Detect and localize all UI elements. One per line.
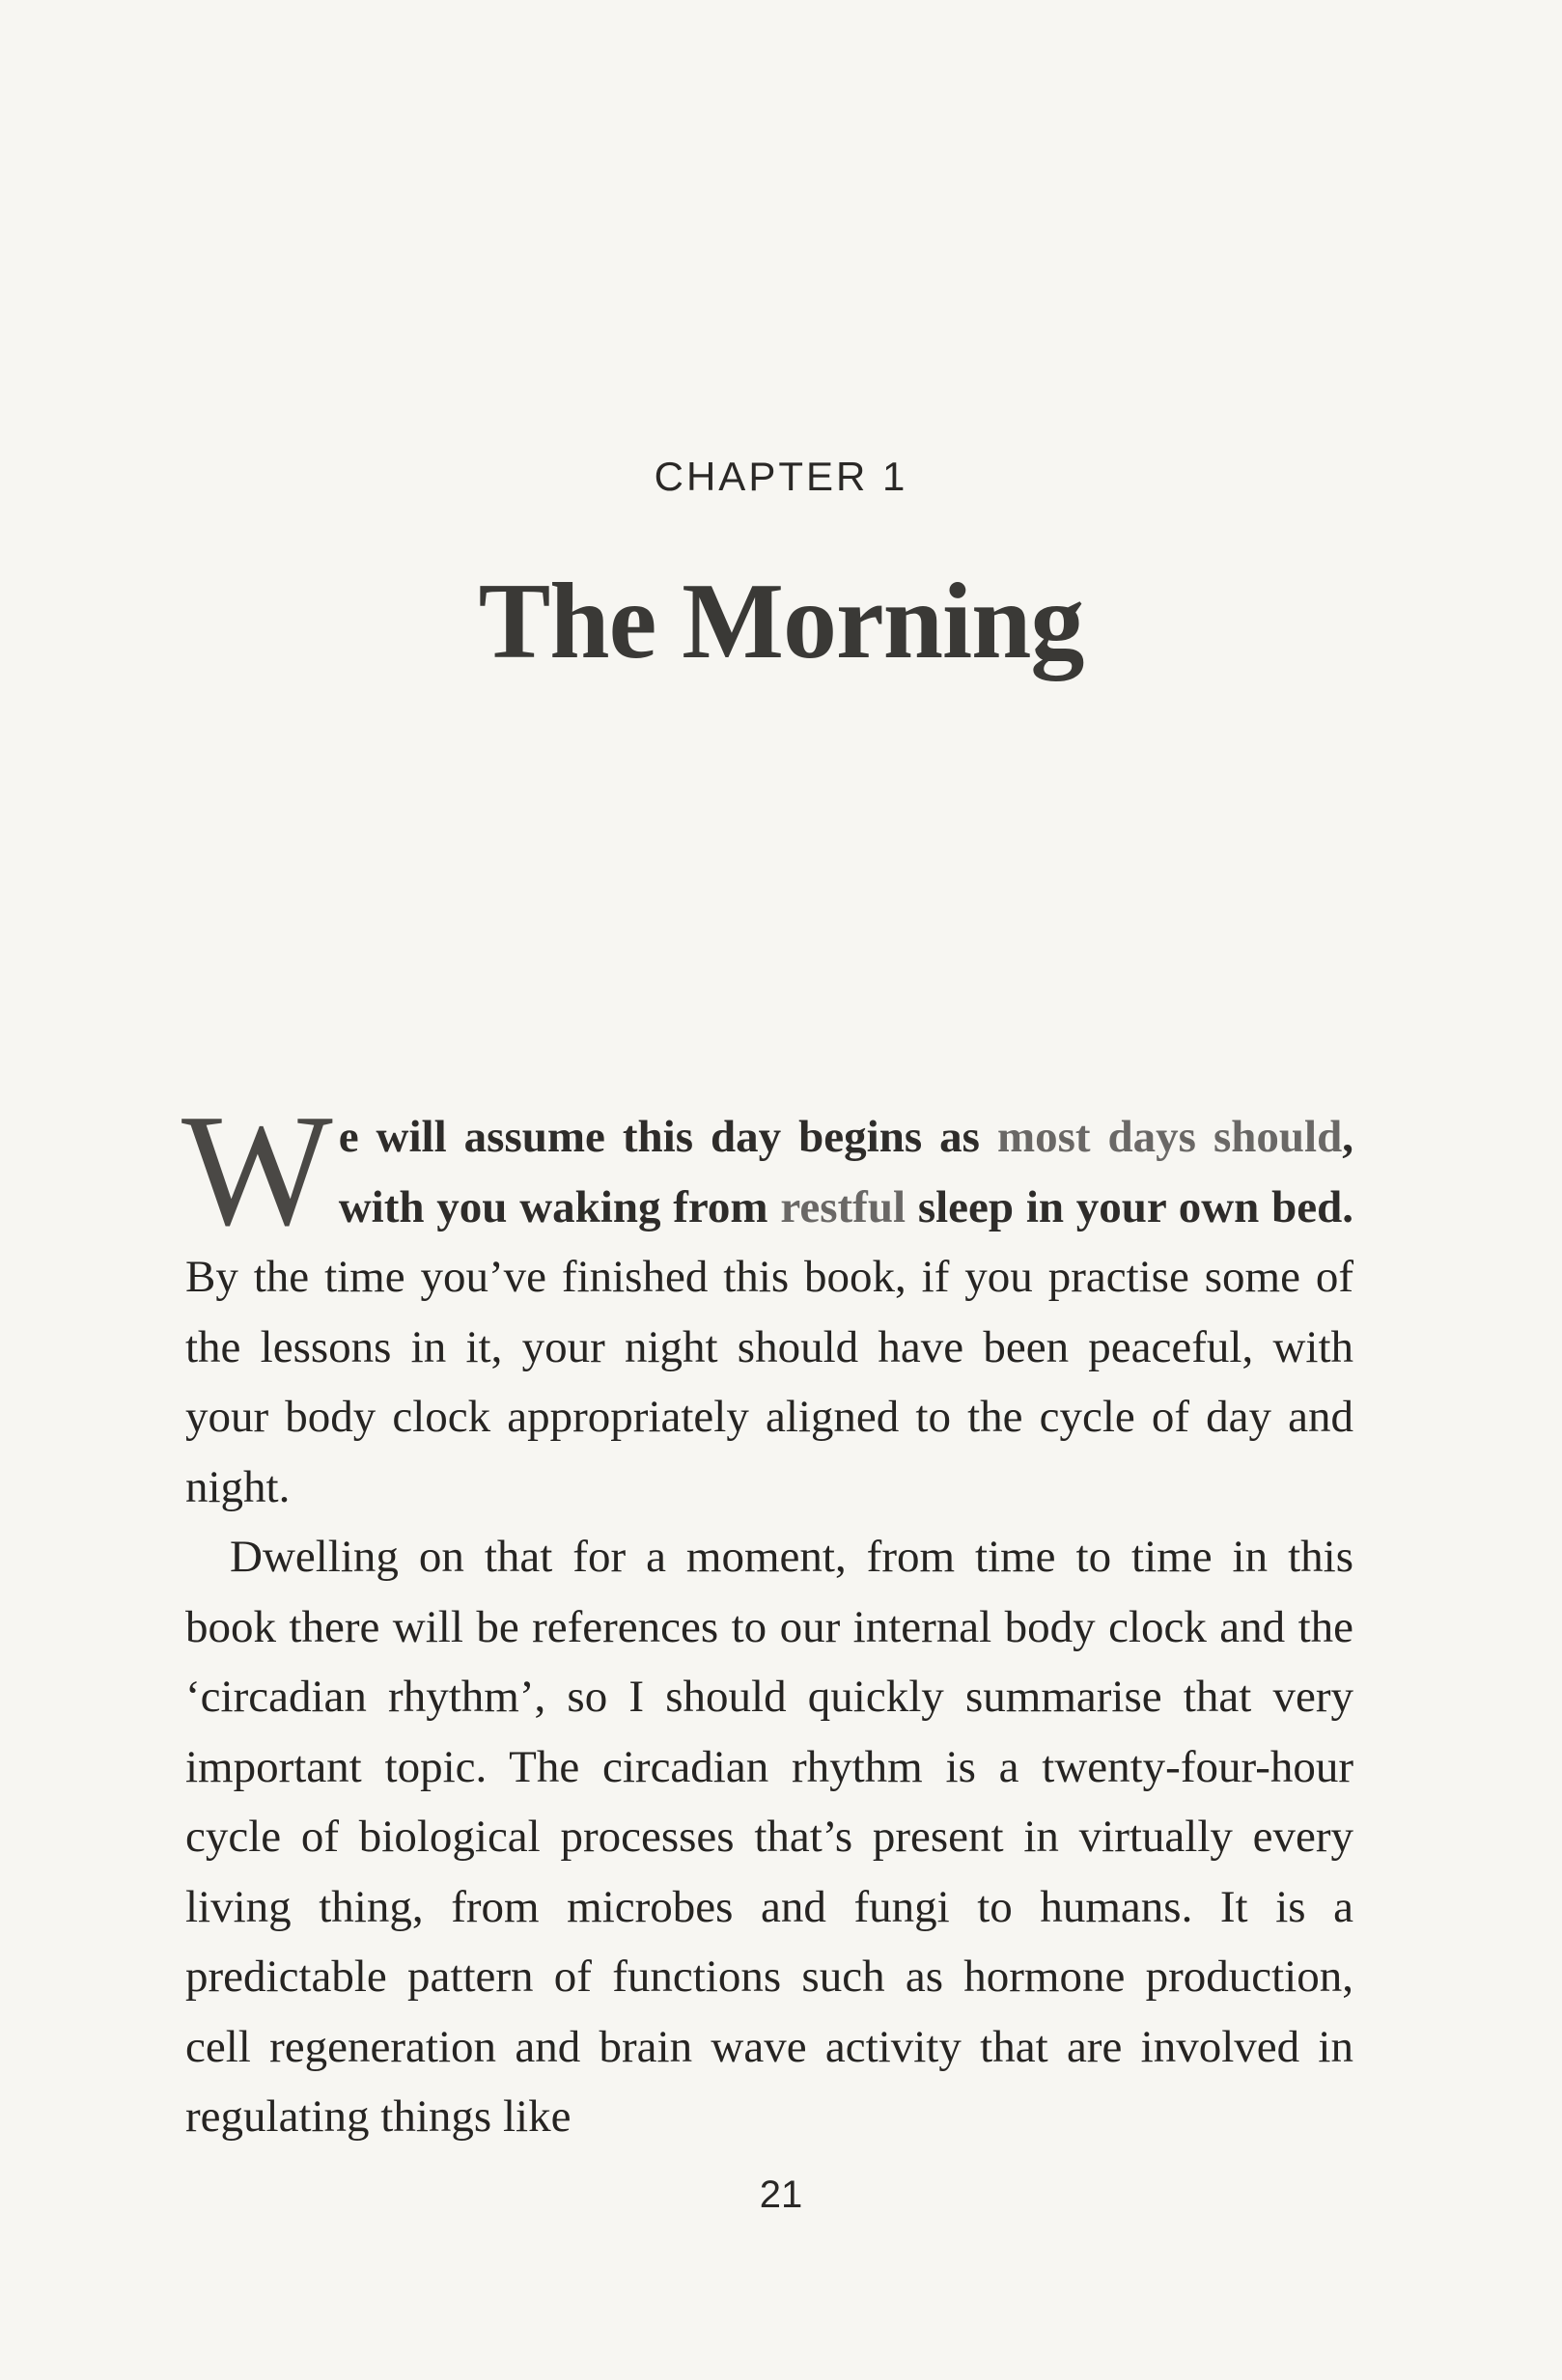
chapter-title: The Morning xyxy=(478,562,1084,681)
lead-part-e: sleep in your own bed. xyxy=(906,1181,1353,1232)
body-text xyxy=(181,1081,1353,2152)
paragraph-1 xyxy=(181,1081,1353,1522)
paragraph-1-rest: By the time you’ve finished this book, if you practise some of the lessons in it, your night should have been peaceful, with your body clock appropriately aligned to the cycle of day and night. xyxy=(185,1252,1353,1512)
lead-part-b: most days should xyxy=(996,1112,1343,1162)
drop-cap: W xyxy=(181,1081,333,1259)
page-number: 21 xyxy=(759,2173,803,2216)
lead-in-bold xyxy=(339,1112,1353,1232)
paragraph-2: Dwelling on that for a moment, from time to time in this book there will be references to our internal body clock and the ‘circadian rhythm’, so I should quickly summarise that very important topic. The circadian rhythm is a twenty-four-hour cycle of biological processes that’s present in virtually every living thing, from microbes and fungi to humans. It is a predictable pattern of functions such as hormone production, cell regeneration and brain wave activity that are involved in regulating things like xyxy=(185,1532,1353,2142)
chapter-label: CHAPTER 1 xyxy=(654,454,908,499)
lead-part-c: , with you waking from xyxy=(338,1112,1353,1232)
lead-part-a: e will assume this day begins as xyxy=(338,1112,997,1162)
lead-part-d: restful xyxy=(780,1181,907,1232)
